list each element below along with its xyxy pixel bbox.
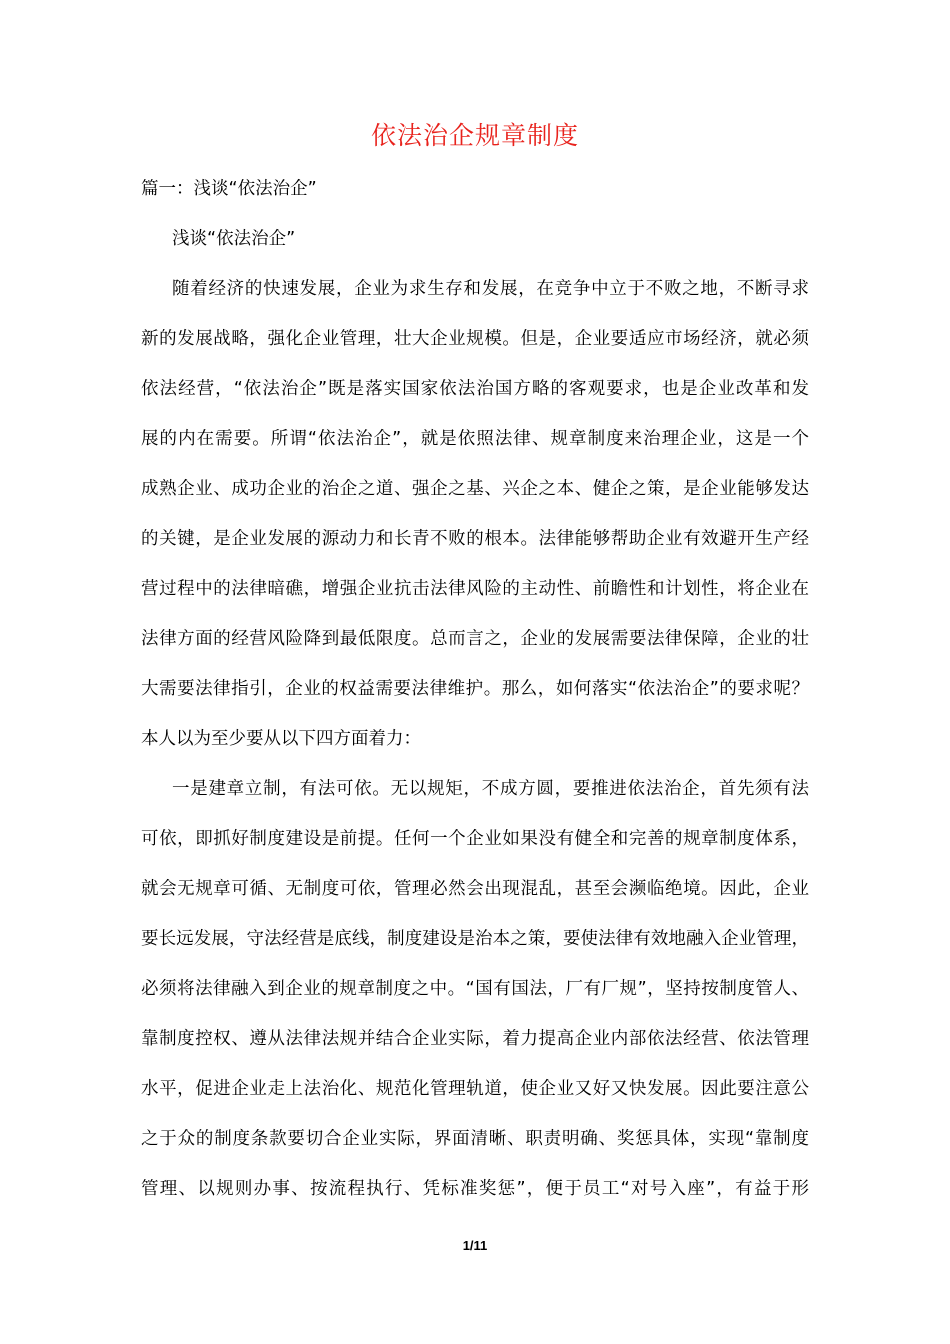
chapter-heading: 篇一：浅谈“依法治企” <box>141 179 317 199</box>
page-number: 1/11 <box>462 1238 488 1253</box>
paragraph-line: 本人以为至少要从以下四方面着力： <box>141 729 421 749</box>
paragraph-line: 法律方面的经营风险降到最低限度。总而言之，企业的发展需要法律保障，企业的壮 <box>141 629 809 649</box>
paragraph-line: 营过程中的法律暗礁，增强企业抗击法律风险的主动性、前瞻性和计划性，将企业在 <box>141 579 809 599</box>
paragraph-line: 管理、以规则办事、按流程执行、凭标准奖惩”，便于员工“对号入座”，有益于形 <box>141 1179 809 1199</box>
paragraph-line: 靠制度控权、遵从法律法规并结合企业实际，着力提高企业内部依法经营、依法管理 <box>141 1029 809 1049</box>
paragraph-line: 成熟企业、成功企业的治企之道、强企之基、兴企之本、健企之策，是企业能够发达 <box>141 479 809 499</box>
paragraph-line: 展的内在需要。所谓“依法治企”，就是依照法律、规章制度来治理企业，这是一个 <box>141 429 809 449</box>
paragraph-line: 新的发展战略，强化企业管理，壮大企业规模。但是，企业要适应市场经济，就必须 <box>141 329 809 349</box>
subheading: 浅谈“依法治企” <box>172 229 296 249</box>
paragraph-line: 的关键，是企业发展的源动力和长青不败的根本。法律能够帮助企业有效避开生产经 <box>141 529 809 549</box>
paragraph-line: 随着经济的快速发展，企业为求生存和发展，在竞争中立于不败之地，不断寻求 <box>172 279 809 299</box>
paragraph-line: 水平，促进企业走上法治化、规范化管理轨道，使企业又好又快发展。因此要注意公 <box>141 1079 809 1099</box>
paragraph-line: 大需要法律指引，企业的权益需要法律维护。那么，如何落实“依法治企”的要求呢？ <box>141 679 809 699</box>
paragraph-line: 一是建章立制，有法可依。无以规矩，不成方圆，要推进依法治企，首先须有法 <box>172 779 809 799</box>
paragraph-line: 可依，即抓好制度建设是前提。任何一个企业如果没有健全和完善的规章制度体系， <box>141 829 809 849</box>
paragraph-line: 必须将法律融入到企业的规章制度之中。“国有国法，厂有厂规”，坚持按制度管人、 <box>141 979 809 999</box>
paragraph-line: 依法经营，“依法治企”既是落实国家依法治国方略的客观要求，也是企业改革和发 <box>141 379 809 399</box>
paragraph-line: 要长远发展，守法经营是底线，制度建设是治本之策，要使法律有效地融入企业管理， <box>141 929 809 949</box>
document-title: 依法治企规章制度 <box>370 121 579 150</box>
paragraph-line: 就会无规章可循、无制度可依，管理必然会出现混乱，甚至会濒临绝境。因此，企业 <box>141 879 809 899</box>
paragraph-line: 之于众的制度条款要切合企业实际，界面清晰、职责明确、奖惩具体，实现“靠制度 <box>141 1129 809 1149</box>
